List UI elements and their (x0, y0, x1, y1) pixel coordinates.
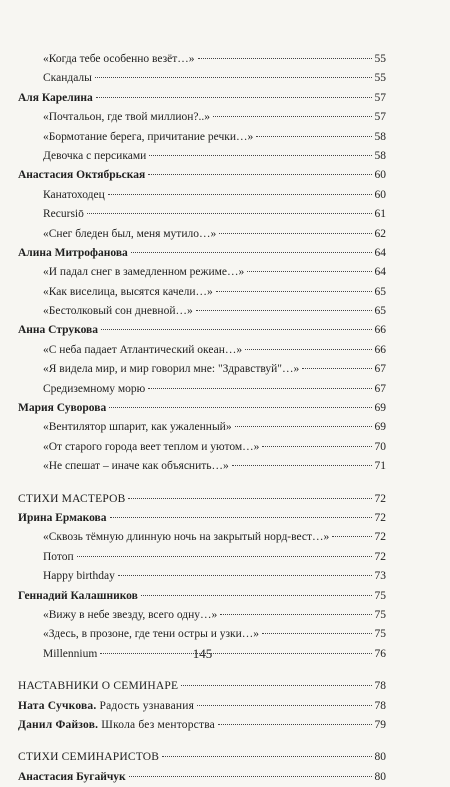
toc-entry-section (18, 748, 386, 767)
toc-entry-title: Аля Карелина (18, 91, 93, 104)
toc-entry-page: 70 (374, 440, 386, 453)
toc-entry-work (18, 548, 386, 567)
toc-entry-work (18, 360, 386, 379)
toc-entry-title (18, 716, 215, 735)
dot-leader (302, 368, 371, 369)
toc-entry-page: 67 (374, 363, 386, 376)
toc-entry-work (18, 625, 386, 644)
toc-entry-page: 62 (374, 227, 386, 240)
dot-leader (95, 77, 372, 78)
toc-entry-title: «Бестолковый сон дневной…» (43, 305, 193, 318)
toc-entry-title: Потоп (43, 550, 74, 563)
toc-entry-page: 60 (374, 169, 386, 182)
dot-leader (213, 116, 371, 117)
dot-leader (235, 426, 372, 427)
toc-entry-title: Анастасия Октябрьская (18, 169, 146, 182)
toc-entry-title: Скандалы (43, 72, 92, 85)
dot-leader (262, 446, 371, 447)
toc-entry-page: 78 (374, 680, 386, 693)
dot-leader (148, 388, 371, 389)
dot-leader (216, 291, 372, 292)
toc-entry-title: «Бормотание берега, причитание речки…» (43, 130, 254, 143)
toc-entry-work (18, 225, 386, 244)
dot-leader (256, 136, 371, 137)
dot-leader (149, 155, 371, 156)
toc-entry-title: «Вентилятор шпарит, как ужаленный» (43, 421, 232, 434)
dot-leader (197, 705, 371, 706)
dot-leader (198, 58, 372, 59)
toc-entry-page: 57 (374, 91, 386, 104)
toc-entry-section (18, 490, 386, 509)
dot-leader (96, 97, 372, 98)
toc-entry-work (18, 438, 386, 457)
dot-leader (110, 517, 372, 518)
dot-leader (162, 756, 371, 757)
dot-leader (108, 194, 372, 195)
dot-leader (77, 556, 372, 557)
toc-entry-page: 75 (374, 628, 386, 641)
dot-leader (196, 310, 372, 311)
toc-entry-title: Мария Суворова (18, 402, 107, 415)
dot-leader (247, 271, 371, 272)
toc-entry-title: Средиземному морю (43, 382, 146, 395)
toc-entry-author (18, 587, 386, 606)
table-of-contents (18, 50, 386, 787)
toc-entry-mixed (18, 697, 386, 716)
toc-entry-title: Анна Струкова (18, 324, 99, 337)
toc-entry-title: «С неба падает Атлантический океан…» (43, 343, 243, 356)
toc-entry-page: 72 (374, 492, 386, 505)
toc-entry-title: Геннадий Калашников (18, 589, 138, 602)
toc-entry-title: «Сквозь тёмную длинную ночь на закрытый норд-вест…» (43, 531, 330, 544)
dot-leader (131, 252, 372, 253)
toc-entry-page: 71 (374, 460, 386, 473)
toc-entry-page: 55 (374, 53, 386, 65)
toc-entry-title: «Не спешат – иначе как объяснить…» (43, 460, 229, 473)
toc-entry-title: «Почтальон, где твой миллион?..» (43, 111, 211, 124)
toc-entry-title: Девочка с персиками (43, 149, 147, 162)
toc-entry-page: 58 (374, 130, 386, 143)
toc-entry-page: 69 (374, 402, 386, 415)
dot-leader (220, 614, 371, 615)
toc-entry-work (18, 263, 386, 282)
toc-entry-page: 65 (374, 305, 386, 318)
toc-entry-title: СТИХИ СЕМИНАРИСТОВ (18, 751, 160, 764)
toc-entry-work (18, 341, 386, 360)
section-spacer (18, 735, 386, 748)
toc-entry-work (18, 283, 386, 302)
toc-entry-title: Анастасия Бугайчук (18, 770, 126, 783)
toc-entry-author (18, 89, 386, 108)
toc-entry-work (18, 528, 386, 547)
toc-entry-page: 78 (374, 699, 386, 712)
dot-leader (118, 575, 372, 576)
toc-entry-page: 72 (374, 511, 386, 524)
toc-entry-page: 75 (374, 608, 386, 621)
toc-entry-title: Happy birthday (43, 570, 115, 583)
toc-entry-work (18, 108, 386, 127)
toc-entry-page: 65 (374, 285, 386, 298)
toc-entry-author (18, 166, 386, 185)
toc-entry-title: Millennium (43, 647, 98, 660)
toc-entry-title: «От старого города веет теплом и уютом…» (43, 440, 260, 453)
toc-entry-work (18, 205, 386, 224)
toc-entry-mixed (18, 716, 386, 735)
toc-entry-work (18, 606, 386, 625)
toc-entry-title: «Снег бледен был, меня мутило…» (43, 227, 217, 240)
toc-entry-page: 69 (374, 421, 386, 434)
toc-entry-work (18, 128, 386, 147)
toc-entry-title: «Как виселица, высятся качели…» (43, 285, 213, 298)
toc-entry-page: 76 (374, 647, 386, 660)
toc-entry-page: 75 (374, 589, 386, 602)
toc-entry-title: НАСТАВНИКИ О СЕМИНАРЕ (18, 680, 179, 693)
dot-leader (245, 349, 371, 350)
toc-entry-page: 73 (374, 570, 386, 583)
toc-entry-title: «Здесь, в прозоне, где тени остры и узки…» (43, 628, 260, 641)
dot-leader (87, 213, 372, 214)
toc-entry-page: 79 (374, 718, 386, 731)
page-number: 145 (192, 646, 213, 661)
toc-entry-page: 72 (374, 531, 386, 544)
toc-entry-work (18, 302, 386, 321)
toc-entry-work (18, 69, 386, 88)
toc-entry-page: 66 (374, 324, 386, 337)
toc-entry-page: 58 (374, 149, 386, 162)
toc-entry-work (18, 457, 386, 476)
essay-title: Радость узнавания (96, 699, 195, 712)
toc-entry-work (18, 50, 386, 69)
toc-entry-title (18, 697, 194, 716)
toc-entry-work (18, 418, 386, 437)
toc-entry-page: 67 (374, 382, 386, 395)
toc-entry-author (18, 509, 386, 528)
toc-entry-work (18, 380, 386, 399)
dot-leader (232, 465, 372, 466)
toc-entry-page: 72 (374, 550, 386, 563)
toc-entry-work (18, 147, 386, 166)
toc-entry-title: «И падал снег в замедленном режиме…» (43, 266, 245, 279)
toc-entry-page: 66 (374, 343, 386, 356)
dot-leader (262, 633, 371, 634)
toc-entry-author (18, 399, 386, 418)
toc-entry-section (18, 677, 386, 696)
toc-entry-page: 80 (374, 770, 386, 783)
toc-entry-title: «Я видела мир, и мир говорил мне: "Здравствуй"…» (43, 363, 300, 376)
section-spacer (18, 664, 386, 677)
toc-entry-title: «Вижу в небе звезду, всего одну…» (43, 608, 218, 621)
toc-entry-title: СТИХИ МАСТЕРОВ (18, 492, 126, 505)
toc-entry-title: Recursiō (43, 208, 84, 221)
dot-leader (181, 685, 371, 686)
toc-entry-author (18, 768, 386, 787)
essay-title: Школа без менторства (98, 718, 215, 731)
toc-entry-page: 64 (374, 266, 386, 279)
toc-entry-page: 60 (374, 188, 386, 201)
toc-entry-page: 80 (374, 751, 386, 764)
toc-entry-author (18, 321, 386, 340)
dot-leader (218, 724, 372, 725)
toc-entry-page: 61 (374, 208, 386, 221)
dot-leader (101, 329, 371, 330)
dot-leader (128, 498, 371, 499)
toc-entry-title: Ирина Ермакова (18, 511, 107, 524)
dot-leader (148, 174, 371, 175)
toc-entry-work (18, 186, 386, 205)
toc-entry-work (18, 567, 386, 586)
toc-entry-page: 57 (374, 111, 386, 124)
toc-entry-page: 64 (374, 246, 386, 259)
essay-author: Ната Сучкова. (18, 699, 97, 712)
section-spacer (18, 477, 386, 490)
dot-leader (332, 536, 371, 537)
essay-author: Данил Файзов. (18, 718, 99, 731)
dot-leader (141, 595, 372, 596)
toc-entry-title: Канатоходец (43, 188, 105, 201)
dot-leader (109, 407, 371, 408)
toc-entry-title: «Когда тебе особенно везёт…» (43, 53, 195, 65)
toc-entry-title: Алина Митрофанова (18, 246, 128, 259)
dot-leader (129, 776, 372, 777)
toc-entry-author (18, 244, 386, 263)
toc-entry-page: 55 (374, 72, 386, 85)
dot-leader (219, 233, 371, 234)
